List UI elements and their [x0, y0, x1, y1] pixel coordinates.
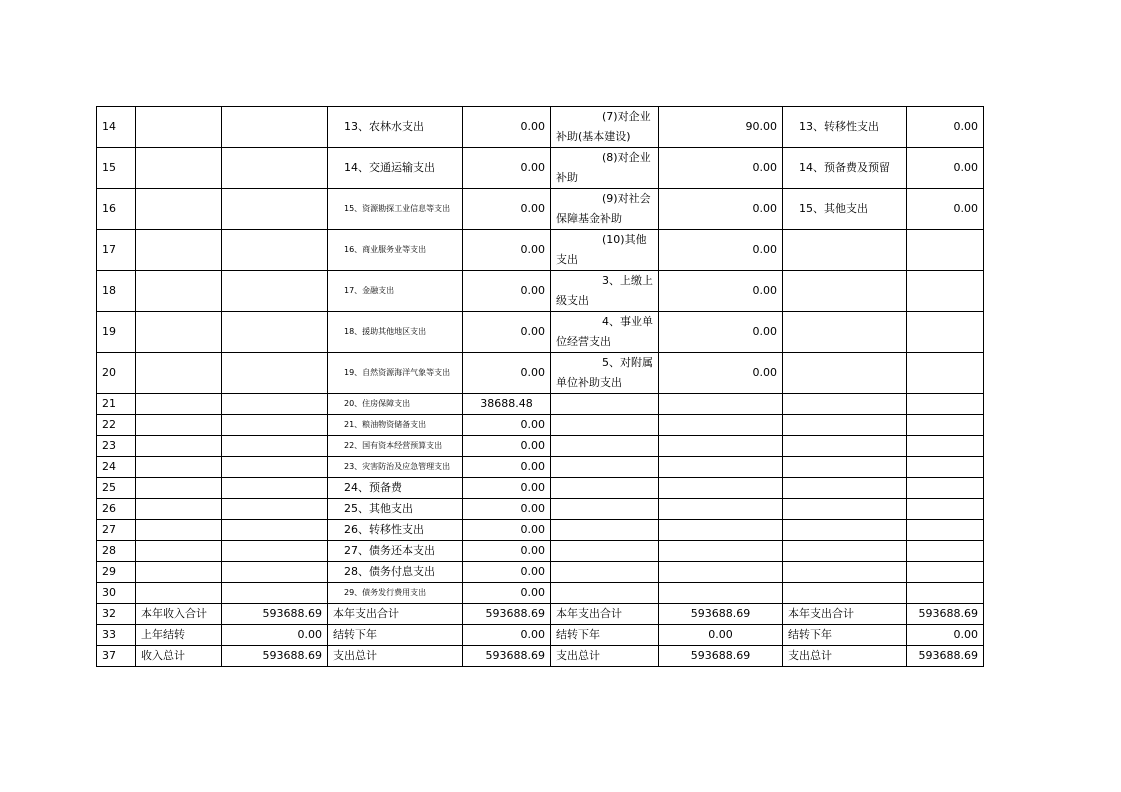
cell-c3: 20、住房保障支出	[328, 394, 463, 415]
cell-c7	[783, 312, 907, 353]
table-row	[97, 189, 984, 230]
cell-c2	[222, 271, 328, 312]
table-row	[97, 583, 984, 604]
cell-c6	[659, 415, 783, 436]
cell-c8	[907, 312, 984, 353]
cell-c1: 本年收入合计	[136, 604, 222, 625]
cell-c2	[222, 562, 328, 583]
cell-c1	[136, 478, 222, 499]
cell-c6	[659, 541, 783, 562]
cell-c6: 0.00	[659, 230, 783, 271]
cell-c2	[222, 520, 328, 541]
cell-c3: 27、债务还本支出	[328, 541, 463, 562]
cell-c5: 4、事业单位经营支出	[551, 312, 659, 353]
cell-c6	[659, 436, 783, 457]
cell-c8	[907, 271, 984, 312]
cell-c2	[222, 457, 328, 478]
cell-c5: 本年支出合计	[551, 604, 659, 625]
cell-c2	[222, 230, 328, 271]
cell-c2	[222, 189, 328, 230]
cell-c1	[136, 189, 222, 230]
cell-no: 17	[97, 230, 136, 271]
cell-c5	[551, 415, 659, 436]
cell-c2	[222, 107, 328, 148]
cell-c8	[907, 230, 984, 271]
cell-c7: 13、转移性支出	[783, 107, 907, 148]
cell-c8	[907, 520, 984, 541]
table-row	[97, 646, 984, 667]
cell-c5	[551, 520, 659, 541]
cell-c2	[222, 148, 328, 189]
cell-c3: 22、国有资本经营预算支出	[328, 436, 463, 457]
cell-c8	[907, 415, 984, 436]
table-row	[97, 230, 984, 271]
cell-c4: 0.00	[463, 520, 551, 541]
cell-no: 25	[97, 478, 136, 499]
table-row	[97, 520, 984, 541]
cell-c8: 0.00	[907, 107, 984, 148]
cell-no: 29	[97, 562, 136, 583]
cell-c4: 0.00	[463, 562, 551, 583]
cell-c3: 28、债务付息支出	[328, 562, 463, 583]
cell-c6: 593688.69	[659, 646, 783, 667]
table-row	[97, 499, 984, 520]
cell-c1	[136, 271, 222, 312]
cell-c6: 0.00	[659, 353, 783, 394]
cell-c8	[907, 562, 984, 583]
cell-c8: 0.00	[907, 148, 984, 189]
cell-c4: 0.00	[463, 499, 551, 520]
cell-c8	[907, 353, 984, 394]
cell-c8: 0.00	[907, 189, 984, 230]
cell-c3: 23、灾害防治及应急管理支出	[328, 457, 463, 478]
cell-c5	[551, 478, 659, 499]
cell-c3: 26、转移性支出	[328, 520, 463, 541]
cell-c3: 14、交通运输支出	[328, 148, 463, 189]
cell-c4: 0.00	[463, 457, 551, 478]
cell-c4: 0.00	[463, 189, 551, 230]
cell-c2: 0.00	[222, 625, 328, 646]
cell-c6	[659, 457, 783, 478]
cell-c2	[222, 312, 328, 353]
cell-c8: 593688.69	[907, 604, 984, 625]
cell-c6	[659, 394, 783, 415]
cell-c1: 上年结转	[136, 625, 222, 646]
cell-c4: 593688.69	[463, 604, 551, 625]
cell-c1	[136, 583, 222, 604]
cell-c7	[783, 436, 907, 457]
cell-no: 27	[97, 520, 136, 541]
cell-c1	[136, 457, 222, 478]
cell-c4: 593688.69	[463, 646, 551, 667]
cell-no: 30	[97, 583, 136, 604]
cell-c5: 3、上缴上级支出	[551, 271, 659, 312]
cell-c1	[136, 415, 222, 436]
cell-c7	[783, 457, 907, 478]
cell-c7	[783, 541, 907, 562]
cell-c3: 19、自然资源海洋气象等支出	[328, 353, 463, 394]
cell-no: 28	[97, 541, 136, 562]
cell-c2	[222, 541, 328, 562]
cell-c3: 本年支出合计	[328, 604, 463, 625]
table-row	[97, 604, 984, 625]
cell-no: 19	[97, 312, 136, 353]
cell-c1	[136, 394, 222, 415]
cell-c6: 0.00	[659, 271, 783, 312]
cell-c3: 29、债务发行费用支出	[328, 583, 463, 604]
cell-c3: 17、金融支出	[328, 271, 463, 312]
cell-no: 14	[97, 107, 136, 148]
cell-c7	[783, 415, 907, 436]
cell-c1	[136, 436, 222, 457]
cell-c7: 15、其他支出	[783, 189, 907, 230]
cell-c8: 593688.69	[907, 646, 984, 667]
cell-c5	[551, 394, 659, 415]
cell-c3: 16、商业服务业等支出	[328, 230, 463, 271]
cell-c4: 0.00	[463, 436, 551, 457]
cell-c7	[783, 520, 907, 541]
cell-c8	[907, 394, 984, 415]
cell-c5	[551, 436, 659, 457]
cell-c5: 5、对附属单位补助支出	[551, 353, 659, 394]
cell-c6	[659, 520, 783, 541]
cell-c7	[783, 583, 907, 604]
cell-c7: 14、预备费及预留	[783, 148, 907, 189]
cell-c6: 0.00	[659, 148, 783, 189]
cell-no: 16	[97, 189, 136, 230]
cell-c5: (7)对企业补助(基本建设)	[551, 107, 659, 148]
cell-c7: 本年支出合计	[783, 604, 907, 625]
cell-c5	[551, 457, 659, 478]
cell-c4: 0.00	[463, 353, 551, 394]
cell-c8	[907, 583, 984, 604]
cell-c3: 结转下年	[328, 625, 463, 646]
cell-c8	[907, 541, 984, 562]
table-row	[97, 625, 984, 646]
cell-c5: 结转下年	[551, 625, 659, 646]
cell-c6: 0.00	[659, 625, 783, 646]
cell-no: 22	[97, 415, 136, 436]
cell-c8	[907, 499, 984, 520]
cell-no: 24	[97, 457, 136, 478]
table-row	[97, 457, 984, 478]
cell-c7: 结转下年	[783, 625, 907, 646]
cell-c1	[136, 230, 222, 271]
cell-no: 20	[97, 353, 136, 394]
cell-c8: 0.00	[907, 625, 984, 646]
cell-c1	[136, 353, 222, 394]
cell-c2	[222, 353, 328, 394]
cell-c8	[907, 478, 984, 499]
cell-c4: 0.00	[463, 148, 551, 189]
cell-c7	[783, 353, 907, 394]
cell-c2: 593688.69	[222, 604, 328, 625]
cell-c5	[551, 541, 659, 562]
cell-c6: 90.00	[659, 107, 783, 148]
cell-no: 26	[97, 499, 136, 520]
cell-c4: 0.00	[463, 583, 551, 604]
cell-c2	[222, 499, 328, 520]
table-row	[97, 541, 984, 562]
cell-no: 32	[97, 604, 136, 625]
table-row	[97, 436, 984, 457]
cell-c3: 13、农林水支出	[328, 107, 463, 148]
cell-c5	[551, 562, 659, 583]
cell-no: 15	[97, 148, 136, 189]
cell-c3: 18、援助其他地区支出	[328, 312, 463, 353]
cell-no: 37	[97, 646, 136, 667]
cell-c4: 0.00	[463, 541, 551, 562]
cell-c1	[136, 312, 222, 353]
table-row	[97, 562, 984, 583]
cell-c7	[783, 478, 907, 499]
cell-c4: 0.00	[463, 107, 551, 148]
budget-table	[96, 106, 984, 667]
cell-c2	[222, 436, 328, 457]
cell-c4: 0.00	[463, 271, 551, 312]
cell-no: 18	[97, 271, 136, 312]
cell-c2: 593688.69	[222, 646, 328, 667]
table-row	[97, 271, 984, 312]
table-row	[97, 148, 984, 189]
table-row	[97, 394, 984, 415]
cell-c6: 0.00	[659, 312, 783, 353]
cell-c5: (8)对企业补助	[551, 148, 659, 189]
cell-c8	[907, 436, 984, 457]
table-row	[97, 415, 984, 436]
cell-c6	[659, 499, 783, 520]
cell-c1	[136, 520, 222, 541]
cell-no: 21	[97, 394, 136, 415]
cell-c5: (10)其他支出	[551, 230, 659, 271]
cell-c4: 0.00	[463, 312, 551, 353]
cell-c2	[222, 478, 328, 499]
cell-c2	[222, 394, 328, 415]
cell-c4: 0.00	[463, 625, 551, 646]
cell-c1	[136, 541, 222, 562]
cell-c1: 收入总计	[136, 646, 222, 667]
table-row	[97, 478, 984, 499]
cell-c5: 支出总计	[551, 646, 659, 667]
cell-c1	[136, 148, 222, 189]
cell-c7	[783, 562, 907, 583]
cell-c3: 24、预备费	[328, 478, 463, 499]
cell-no: 33	[97, 625, 136, 646]
cell-c1	[136, 107, 222, 148]
cell-c1	[136, 499, 222, 520]
cell-c7	[783, 271, 907, 312]
cell-c2	[222, 583, 328, 604]
cell-c2	[222, 415, 328, 436]
cell-c5	[551, 499, 659, 520]
table-row	[97, 353, 984, 394]
cell-c6: 0.00	[659, 189, 783, 230]
cell-c6	[659, 583, 783, 604]
cell-c4: 0.00	[463, 478, 551, 499]
cell-c6	[659, 478, 783, 499]
cell-c3: 15、资源勘探工业信息等支出	[328, 189, 463, 230]
table-row	[97, 312, 984, 353]
cell-c3: 21、粮油物资储备支出	[328, 415, 463, 436]
cell-c3: 25、其他支出	[328, 499, 463, 520]
cell-c3: 支出总计	[328, 646, 463, 667]
cell-c4: 0.00	[463, 230, 551, 271]
cell-c4: 38688.48	[463, 394, 551, 415]
table-row	[97, 107, 984, 148]
cell-no: 23	[97, 436, 136, 457]
cell-c5: (9)对社会保障基金补助	[551, 189, 659, 230]
cell-c7	[783, 230, 907, 271]
cell-c4: 0.00	[463, 415, 551, 436]
cell-c7: 支出总计	[783, 646, 907, 667]
cell-c7	[783, 394, 907, 415]
cell-c6: 593688.69	[659, 604, 783, 625]
cell-c5	[551, 583, 659, 604]
cell-c8	[907, 457, 984, 478]
cell-c6	[659, 562, 783, 583]
cell-c7	[783, 499, 907, 520]
cell-c1	[136, 562, 222, 583]
